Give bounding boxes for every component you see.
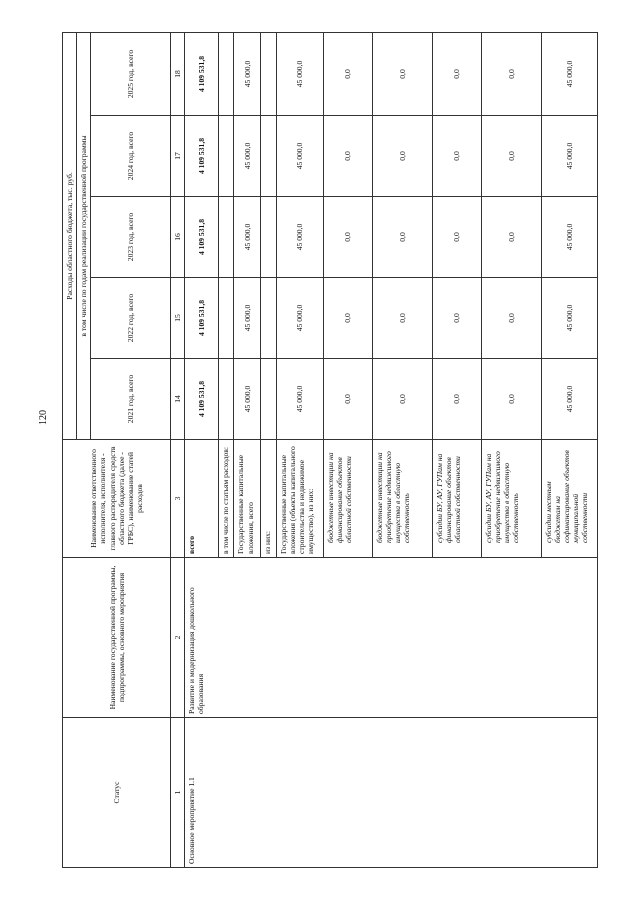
header-year: 2021 год, всего [91,359,171,440]
line-label: в том числе по статьям расходов: [218,440,234,558]
line-label: Государственные капитальные вложения (объекты капитального строительства и недвижимое имущество), из них: [276,440,323,558]
cell-value: 45 000,0 [541,32,597,115]
table-row [185,32,218,867]
cell-value: 45 000,0 [541,359,597,440]
header-expenses: Расходы областного бюджета, тыс. руб. [63,32,77,439]
cell-value: 45 000,0 [276,32,323,115]
col-number: 14 [171,359,185,440]
col-number: 15 [171,278,185,359]
cell-value: 0,0 [432,359,481,440]
cell-value: 45 000,0 [276,116,323,197]
line-label: субсидии БУ, АУ, ГУПам на приобретение недвижимого имущества в областную собственность [481,440,541,558]
cell-value: 0,0 [372,359,432,440]
header-year: 2023 год, всего [91,197,171,278]
row-status: Основное мероприятие 1.1 [185,718,598,868]
cell-value: 0,0 [481,116,541,197]
cell-value: 45 000,0 [541,197,597,278]
header-year: 2024 год, всего [91,116,171,197]
cell-value: 0,0 [372,116,432,197]
cell-value [218,32,234,115]
col-number: 3 [171,440,185,558]
budget-table-rotated [62,33,598,868]
line-label: Государственные капитальные вложения, всего [234,440,261,558]
cell-value: 4 109 531,8 [185,278,218,359]
cell-value: 4 109 531,8 [185,32,218,115]
cell-value: 0,0 [323,197,372,278]
line-label: бюджетные инвестиции на приобретение недвижимого имущества в областную собственность [372,440,432,558]
cell-value [261,278,277,359]
cell-value [218,197,234,278]
col-number: 16 [171,197,185,278]
cell-value: 4 109 531,8 [185,116,218,197]
header-program: Наименование государственной программы, подпрограммы, основного мероприятия [63,558,171,718]
cell-value: 0,0 [432,116,481,197]
header-by-year: в том числе по годам реализации государственной программы [77,32,91,439]
col-number: 1 [171,718,185,868]
col-number: 2 [171,558,185,718]
cell-value [218,278,234,359]
cell-value: 0,0 [481,197,541,278]
cell-value: 0,0 [323,278,372,359]
cell-value: 0,0 [481,278,541,359]
header-year: 2022 год, всего [91,278,171,359]
cell-value [261,32,277,115]
cell-value: 45 000,0 [276,359,323,440]
cell-value: 4 109 531,8 [185,197,218,278]
cell-value: 45 000,0 [234,32,261,115]
cell-value [218,359,234,440]
header-year: 2025 год, всего [91,32,171,115]
line-label: бюджетные инвестиции на финансирование объектов областной собственности [323,440,372,558]
cell-value: 0,0 [372,278,432,359]
header-executor: Наименование ответственного исполнителя, исполнителя - главного распорядителя средств областного бюджета (далее - ГРБС), наименование статей расходов [63,440,171,558]
line-label: из них: [261,440,277,558]
cell-value: 0,0 [481,32,541,115]
col-number: 17 [171,116,185,197]
cell-value [261,116,277,197]
line-label: субсидии местным бюджетам на софинансирование объектов муниципальной собственности [541,440,597,558]
cell-value [261,359,277,440]
cell-value [261,197,277,278]
line-label: всего [185,440,218,558]
cell-value: 0,0 [323,359,372,440]
cell-value: 45 000,0 [541,116,597,197]
header-status: Статус [63,718,171,868]
row-program: Развитие и модернизация дошкольного образования [185,558,598,718]
page-number: 120 [38,410,49,425]
cell-value: 45 000,0 [234,116,261,197]
cell-value: 0,0 [432,32,481,115]
cell-value: 0,0 [323,116,372,197]
cell-value: 0,0 [432,278,481,359]
cell-value: 45 000,0 [234,278,261,359]
line-label: субсидии БУ, АУ, ГУПам на финансирование объектов областной собственности [432,440,481,558]
cell-value: 0,0 [481,359,541,440]
col-number: 18 [171,32,185,115]
cell-value: 0,0 [372,197,432,278]
cell-value: 45 000,0 [541,278,597,359]
budget-table [62,32,598,868]
cell-value: 45 000,0 [234,359,261,440]
cell-value [218,116,234,197]
cell-value: 45 000,0 [234,197,261,278]
cell-value: 4 109 531,8 [185,359,218,440]
cell-value: 0,0 [323,32,372,115]
cell-value: 0,0 [372,32,432,115]
cell-value: 45 000,0 [276,278,323,359]
cell-value: 0,0 [432,197,481,278]
cell-value: 45 000,0 [276,197,323,278]
